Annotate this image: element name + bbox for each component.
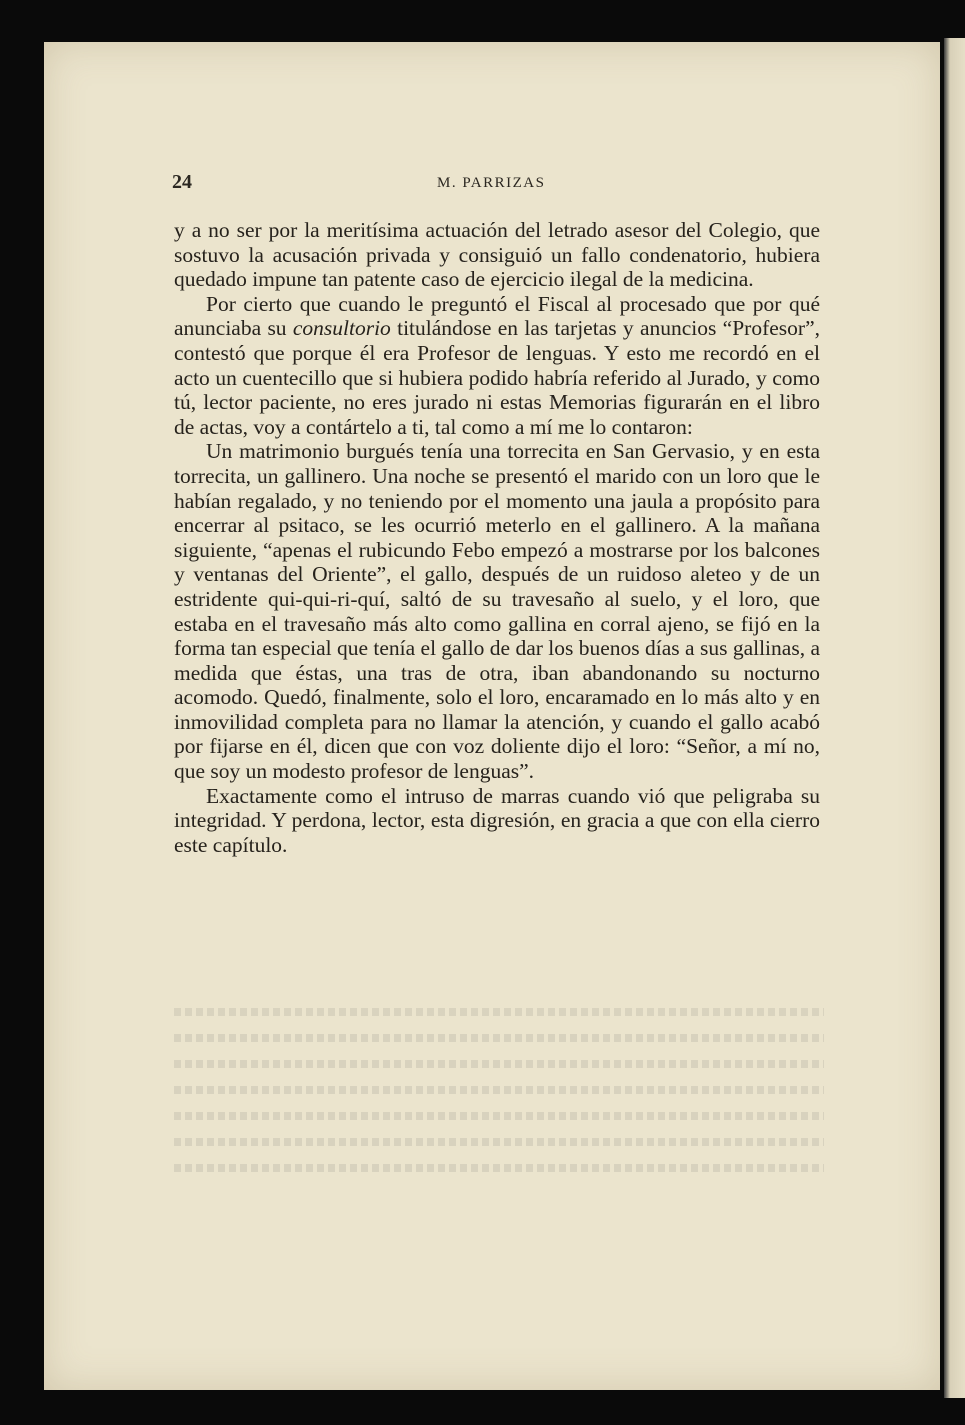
paragraph-1: y a no ser por la meritísima actuación del letrado asesor del Colegio, que sostuvo la acusación privada y consiguió un fallo condenatorio, hubiera quedado impune tan patente caso de ejercicio ilegal de la medicina. <box>174 218 820 292</box>
paragraph-4: Exactamente como el intruso de marras cuando vió que peligraba su integridad. Y perdona, lector, esta digresión, en gracia a que con ella cierro este capítulo. <box>174 783 820 857</box>
page-header <box>172 171 822 199</box>
paragraph-2 <box>174 292 820 440</box>
paragraph-2-start: Por cierto que cuando le preguntó el Fiscal al procesado que por qué anunciaba su <box>174 291 820 341</box>
paragraph-2-end: titulándose en las tarjetas y anuncios “Profesor”, contestó que porque él era Profesor de lenguas. Y esto me recordó en el acto un cuentecillo que si hubiera podido habría referido al Jurado, y como tú, lector paciente, no eres jurado ni estas Memorias figurarán en el libro de actas, voy a contártelo a ti, tal como a mí me lo contaron: <box>174 316 820 439</box>
page-number: 24 <box>172 171 192 193</box>
paragraph-3: Un matrimonio burgués tenía una torrecita en San Gervasio, y en esta torrecita, un gallinero. Una noche se presentó el marido con un loro que le habían regalado, y no teniendo por el momento una jaula a propósito para encerrar al psitaco, se les ocurrió meterlo en el gallinero. A la mañana siguiente, “apenas el rubicundo Febo empezó a mostrarse por los balcones y ventanas del Oriente”, el gallo, después de un ruidoso aleteo y de un estridente qui-qui-ri-quí, saltó de su travesaño al suelo, y el loro, que estaba en el travesaño más alto como gallina en corral ajeno, se fijó en la forma tan especial que tenía el gallo de dar los buenos días a sus gallinas, a medida que éstas, una tras de otra, iban abandonando su nocturno acomodo. Quedó, finalmente, solo el loro, encaramado en lo más alto y en inmovilidad completa para no llamar la atención, y cuando el gallo acabó por fijarse en él, dicen que con voz doliente dijo el loro: “Señor, a mí no, que soy un modesto profesor de lenguas”. <box>174 439 820 784</box>
body-text <box>174 218 820 857</box>
emphasis-consultorio: consultorio <box>292 316 391 341</box>
running-head-author: M. PARRIZAS <box>437 175 546 191</box>
facing-page-edge <box>944 38 965 1398</box>
